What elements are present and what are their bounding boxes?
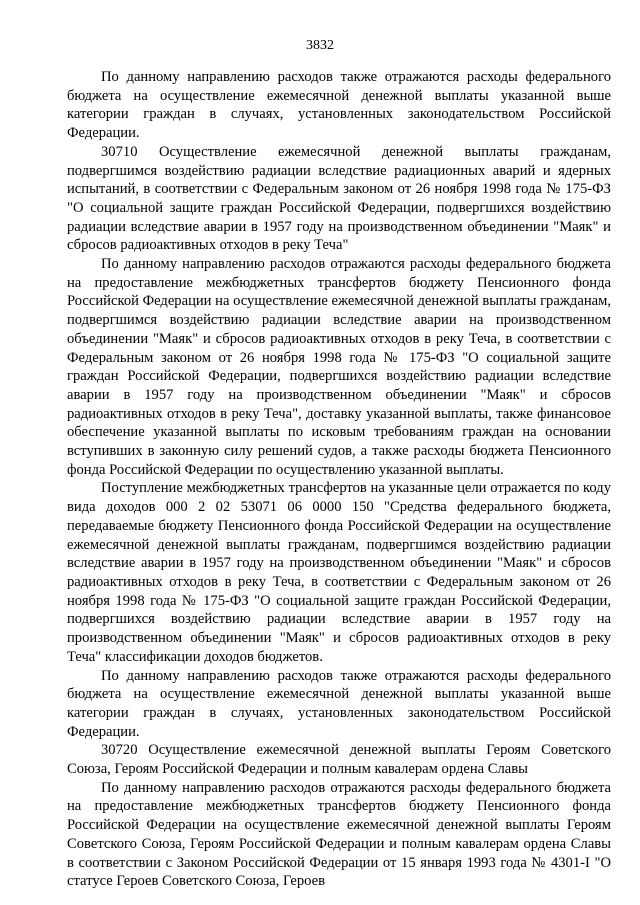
document-body [67, 68, 611, 891]
paragraph-expenses-note-2: По данному направлению расходов также отражаются расходы федерального бюджета на осуществление ежемесячной денежной выплаты указанной выше категории граждан в случаях, установленных законодательством Российской Федерации. [67, 667, 611, 740]
paragraph-expenses-30720: По данному направлению расходов отражаются расходы федерального бюджета на предоставление межбюджетных трансфертов бюджету Пенсионного фонда Российской Федерации на осуществление ежемесячной денежной выплаты Героям Советского Союза, Героям Российской Федерации и полным кавалерам ордена Славы в соответствии с Законом Российской Федерации от 15 января 1993 года № 4301-I "О статусе Героев Советского Союза, Героев [67, 779, 611, 890]
paragraph-expenses-30710: По данному направлению расходов отражаются расходы федерального бюджета на предоставление межбюджетных трансфертов бюджету Пенсионного фонда Российской Федерации на осуществление ежемесячной денежной выплаты гражданам, подвергшимся воздействию радиации вследствие аварии на производственном объединении "Маяк" и сбросов радиоактивных отходов в реку Теча, в соответствии с Федеральным законом от 26 ноября 1998 года № 175-ФЗ "О социальной защите граждан Российской Федерации, подвергшихся воздействию радиации вследствие аварии в 1957 году на производственном объединении "Маяк" и сбросов радиоактивных отходов в реку Теча", доставку указанной выплаты, также финансовое обеспечение указанной выплаты по исковым требованиям граждан на основании вступивших в законную силу решений судов, а также расходы бюджета Пенсионного фонда Российской Федерации по осуществлению указанной выплаты. [67, 256, 611, 478]
paragraph-expenses-note-1: По данному направлению расходов также отражаются расходы федерального бюджета на осуществление ежемесячной денежной выплаты указанной выше категории граждан в случаях, установленных законодательством Российской Федерации. [67, 69, 611, 142]
paragraph-code-30720: 30720 Осуществление ежемесячной денежной выплаты Героям Советского Союза, Героям Российской Федерации и полным кавалерам ордена Славы [67, 742, 611, 778]
paragraph-code-30710: 30710 Осуществление ежемесячной денежной выплаты гражданам, подвергшимся воздействию радиации вследствие радиационных аварий и ядерных испытаний, в соответствии с Федеральным законом от 26 ноября 1998 года № 175-ФЗ "О социальной защите граждан Российской Федерации, подвергшихся воздействию радиации вследствие аварии в 1957 году на производственном объединении "Маяк" и сбросов радиоактивных отходов в реку Теча" [67, 143, 611, 254]
paragraph-income-code: Поступление межбюджетных трансфертов на указанные цели отражается по коду вида доходов 000 2 02 53071 06 0000 150 "Средства федерального бюджета, передаваемые бюджету Пенсионного фонда Российской Федерации на осуществление ежемесячной денежной выплаты гражданам, подвергшимся воздействию радиации вследствие аварии в 1957 году на производственном объединении "Маяк" и сбросов радиоактивных отходов в реку Теча, в соответствии с Федеральным законом от 26 ноября 1998 года № 175-ФЗ "О социальной защите граждан Российской Федерации, подвергшихся воздействию радиации вследствие аварии в 1957 году на производственном объединении "Маяк" и сбросов радиоактивных отходов в реку Теча" классификации доходов бюджетов. [67, 480, 611, 665]
page-number: 3832 [306, 38, 334, 53]
